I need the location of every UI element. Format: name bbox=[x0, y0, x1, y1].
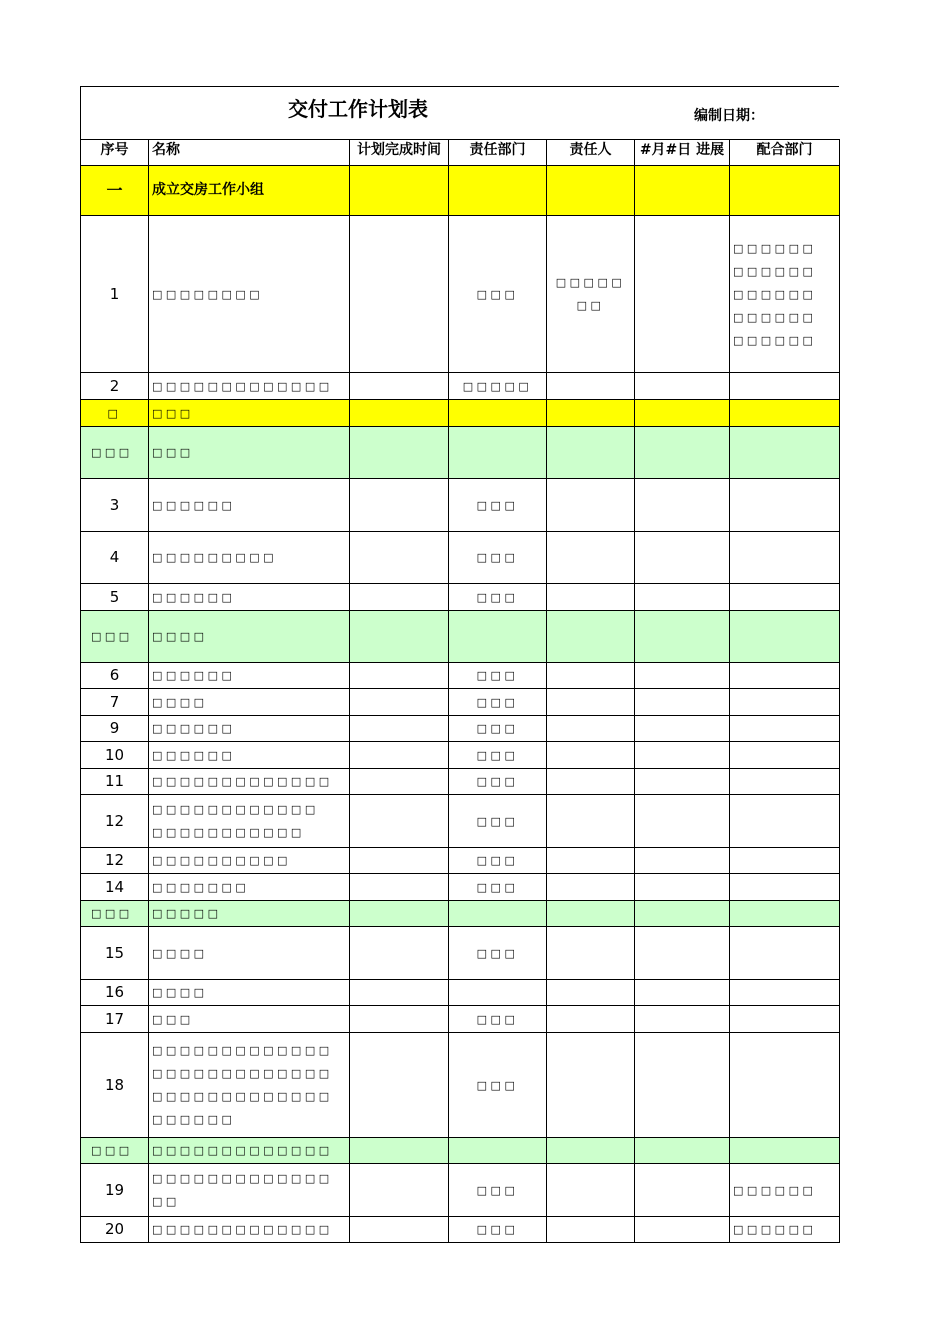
seq-cell: 3 bbox=[81, 479, 149, 532]
table-row bbox=[81, 689, 840, 716]
section-row bbox=[81, 166, 840, 216]
name-cell bbox=[149, 795, 350, 848]
table-row bbox=[81, 716, 840, 742]
name-line: □□□□□□□□□□□ bbox=[152, 826, 305, 839]
name-cell: □□□□ bbox=[149, 689, 350, 716]
name-cell: □□□□□ bbox=[149, 901, 350, 927]
name-line: □□□□□□□□□□□□ bbox=[152, 803, 319, 816]
seq-cell: 17 bbox=[81, 1006, 149, 1033]
coord-line: □□□□□□ bbox=[733, 333, 817, 347]
person-cell bbox=[547, 216, 635, 373]
table-row bbox=[81, 769, 840, 795]
seq-cell: □□□ bbox=[81, 1138, 149, 1164]
seq-cell: 4 bbox=[81, 532, 149, 584]
dept-cell: □□□ bbox=[449, 716, 547, 742]
col-header-seq: 序号 bbox=[81, 140, 149, 166]
dept-cell: □□□ bbox=[449, 769, 547, 795]
seq-cell: 12 bbox=[81, 848, 149, 874]
dept-cell: □□□ bbox=[449, 874, 547, 901]
seq-cell: 20 bbox=[81, 1217, 149, 1243]
seq-cell: □□□ bbox=[81, 901, 149, 927]
seq-cell: 1 bbox=[81, 216, 149, 373]
name-cell: □□□ bbox=[149, 1006, 350, 1033]
coord-cell: □□□□□□ bbox=[730, 1217, 840, 1243]
table-row bbox=[81, 1033, 840, 1138]
name-cell: □□□□□□□□□□ bbox=[149, 848, 350, 874]
name-line: □□□□□□□□□□□□□ bbox=[152, 1067, 333, 1080]
coord-cell: □□□□□□ bbox=[730, 1164, 840, 1217]
name-cell: □□□ bbox=[149, 400, 350, 427]
seq-cell: □ bbox=[81, 400, 149, 427]
dept-cell: □□□ bbox=[449, 1006, 547, 1033]
col-header-coord: 配合部门 bbox=[730, 140, 840, 166]
name-cell: 成立交房工作小组 bbox=[149, 166, 350, 216]
name-cell: □□□□□□ bbox=[149, 716, 350, 742]
table-row bbox=[81, 1006, 840, 1033]
group-row bbox=[81, 901, 840, 927]
table-row bbox=[81, 479, 840, 532]
table-row bbox=[81, 980, 840, 1006]
person-line: □□ bbox=[576, 299, 605, 312]
table-row bbox=[81, 216, 840, 373]
seq-cell: 5 bbox=[81, 584, 149, 611]
dept-cell: □□□ bbox=[449, 1164, 547, 1217]
coord-line: □□□□□□ bbox=[733, 287, 817, 301]
table-row bbox=[81, 742, 840, 769]
col-header-plan-time: 计划完成时间 bbox=[350, 140, 449, 166]
title-block bbox=[80, 86, 839, 139]
dept-cell: □□□ bbox=[449, 742, 547, 769]
table-row bbox=[81, 848, 840, 874]
page-title: 交付工作计划表 bbox=[288, 97, 428, 121]
col-header-person: 责任人 bbox=[547, 140, 635, 166]
seq-cell: 6 bbox=[81, 663, 149, 689]
seq-cell: 7 bbox=[81, 689, 149, 716]
col-header-name: 名称 bbox=[149, 140, 350, 166]
seq-cell: □□□ bbox=[81, 611, 149, 663]
seq-cell: 9 bbox=[81, 716, 149, 742]
dept-cell: □□□ bbox=[449, 479, 547, 532]
dept-cell: □□□ bbox=[449, 1217, 547, 1243]
coord-line: □□□□□□ bbox=[733, 264, 817, 278]
seq-cell: 15 bbox=[81, 927, 149, 980]
name-cell: □□□ bbox=[149, 427, 350, 479]
table-row bbox=[81, 584, 840, 611]
name-cell: □□□□ bbox=[149, 927, 350, 980]
seq-cell: 18 bbox=[81, 1033, 149, 1138]
seq-cell: 14 bbox=[81, 874, 149, 901]
table-row bbox=[81, 1164, 840, 1217]
seq-cell: 16 bbox=[81, 980, 149, 1006]
date-label: 编制日期： bbox=[694, 108, 764, 124]
group-row bbox=[81, 1138, 840, 1164]
seq-cell: 11 bbox=[81, 769, 149, 795]
seq-cell: 10 bbox=[81, 742, 149, 769]
person-line: □□□□□ bbox=[555, 276, 626, 289]
plan-table bbox=[80, 139, 840, 1243]
name-cell bbox=[149, 1164, 350, 1217]
name-cell: □□□□□□□□□□□□□ bbox=[149, 373, 350, 400]
dept-cell: □□□ bbox=[449, 532, 547, 584]
name-cell: □□□□ bbox=[149, 980, 350, 1006]
header-row bbox=[81, 140, 840, 166]
table-row bbox=[81, 532, 840, 584]
group-row bbox=[81, 611, 840, 663]
name-cell: □□□□□□ bbox=[149, 479, 350, 532]
name-line: □□□□□□ bbox=[152, 1113, 236, 1126]
name-cell bbox=[149, 1033, 350, 1138]
plan-sheet bbox=[80, 86, 839, 1243]
dept-cell: □□□ bbox=[449, 848, 547, 874]
dept-cell: □□□ bbox=[449, 927, 547, 980]
name-line: □□□□□□□□□□□□□ bbox=[152, 1090, 333, 1103]
name-cell: □□□□□□□□□ bbox=[149, 532, 350, 584]
seq-cell: 12 bbox=[81, 795, 149, 848]
name-cell: □□□□□□□□□□□□□ bbox=[149, 1138, 350, 1164]
table-row bbox=[81, 927, 840, 980]
section-row bbox=[81, 400, 840, 427]
group-row bbox=[81, 427, 840, 479]
name-line: □□ bbox=[152, 1195, 180, 1208]
seq-cell: 一 bbox=[81, 166, 149, 216]
table-row bbox=[81, 663, 840, 689]
dept-cell: □□□□□ bbox=[449, 373, 547, 400]
dept-cell: □□□ bbox=[449, 216, 547, 373]
coord-line: □□□□□□ bbox=[733, 241, 817, 255]
name-cell: □□□□□□ bbox=[149, 742, 350, 769]
name-cell: □□□□□□ bbox=[149, 663, 350, 689]
name-cell: □□□□□□ bbox=[149, 584, 350, 611]
name-line: □□□□□□□□□□□□□ bbox=[152, 1172, 333, 1185]
dept-cell: □□□ bbox=[449, 584, 547, 611]
col-header-progress: #月#日 进展 bbox=[635, 140, 730, 166]
coord-cell bbox=[730, 216, 840, 373]
col-header-dept: 责任部门 bbox=[449, 140, 547, 166]
seq-cell: □□□ bbox=[81, 427, 149, 479]
table-row bbox=[81, 1217, 840, 1243]
name-cell: □□□□□□□□□□□□□ bbox=[149, 769, 350, 795]
dept-cell: □□□ bbox=[449, 663, 547, 689]
name-cell: □□□□□□□□ bbox=[149, 216, 350, 373]
dept-cell: □□□ bbox=[449, 795, 547, 848]
name-line: □□□□□□□□□□□□□ bbox=[152, 1044, 333, 1057]
name-cell: □□□□□□□□□□□□□ bbox=[149, 1217, 350, 1243]
seq-cell: 19 bbox=[81, 1164, 149, 1217]
name-cell: □□□□□□□ bbox=[149, 874, 350, 901]
seq-cell: 2 bbox=[81, 373, 149, 400]
dept-cell: □□□ bbox=[449, 689, 547, 716]
coord-line: □□□□□□ bbox=[733, 310, 817, 324]
table-row bbox=[81, 795, 840, 848]
name-cell: □□□□ bbox=[149, 611, 350, 663]
table-row bbox=[81, 874, 840, 901]
dept-cell: □□□ bbox=[449, 1033, 547, 1138]
table-row bbox=[81, 373, 840, 400]
